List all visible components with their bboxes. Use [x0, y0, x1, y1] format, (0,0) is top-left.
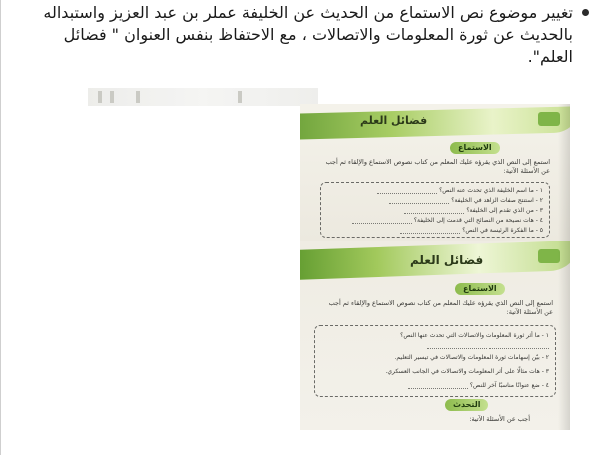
page-title: فضائل العلم	[410, 253, 484, 267]
question-item: ٣ - هات مثالًا على أثر المعلومات والاتصالات في الجانب العسكري.	[385, 368, 549, 375]
section-tag-listening: الاستماع	[450, 142, 500, 154]
speaking-instruction: أجب عن الأسئلة الآتية:	[469, 415, 530, 423]
header-corner-badge	[538, 249, 560, 263]
bullet-text: تغيير موضوع نص الاستماع من الحديث عن الخليفة عملر بن عبد العزيز واستبداله بالحديث عن ثورة المعلومات والاتصالات ، مع الاحتفاظ بنفس العنوان " فضائل العلم".	[43, 3, 573, 66]
textbook-page-top	[300, 104, 570, 241]
question-item: ٣ - من الذي تقدم إلى الخليفة؟	[404, 207, 543, 215]
question-item: ١ - ما اسم الخليفة الذي تحدث عنه النص؟	[377, 187, 543, 195]
photo-bleed-strip	[88, 88, 318, 106]
page-title: فضائل العلم	[360, 114, 428, 127]
bullet-point	[40, 2, 585, 68]
header-corner-badge	[538, 112, 560, 126]
question-item: ٢ - استنتج صفات الزاهد في الخليفة؟	[389, 197, 543, 205]
question-item: ٤ - هات نصيحة من النصائح التي قدمت إلى الخليفة؟	[352, 217, 543, 225]
page-header-band	[300, 106, 570, 140]
questions-box	[314, 325, 556, 397]
question-item: ٥ - ما الفكرة الرئيسة في النص؟	[400, 227, 543, 235]
photo-edge-shadow	[558, 104, 570, 430]
section-tag-listening: الاستماع	[455, 283, 505, 295]
question-item: ٤ - ضع عنوانًا مناسبًا آخر للنص؟	[408, 382, 549, 390]
textbook-photo	[300, 104, 570, 430]
page-intro: استمع إلى النص الذي يقرؤه عليك المعلم من كتاب نصوص الاستماع والإلقاء ثم أجب عن الأسئلة الآتية:	[328, 299, 553, 316]
bullet-dot-icon	[582, 9, 589, 16]
page-intro: استمع إلى النص الذي يقرؤه عليك المعلم من كتاب نصوص الاستماع والإلقاء ثم أجب عن الأسئلة الآتية:	[325, 158, 550, 175]
section-tag-speaking: التحدث	[445, 399, 488, 411]
questions-box	[320, 182, 550, 238]
slide-left-border	[0, 0, 1, 455]
question-item: ٢ - بيّن إسهامات ثورة المعلومات والاتصالات في تيسير التعليم.	[394, 354, 549, 361]
question-item	[427, 342, 549, 350]
textbook-page-bottom	[300, 241, 570, 430]
question-item: ١ - ما أثر ثورة المعلومات والاتصالات التي تحدث عنها النص؟	[400, 332, 549, 339]
